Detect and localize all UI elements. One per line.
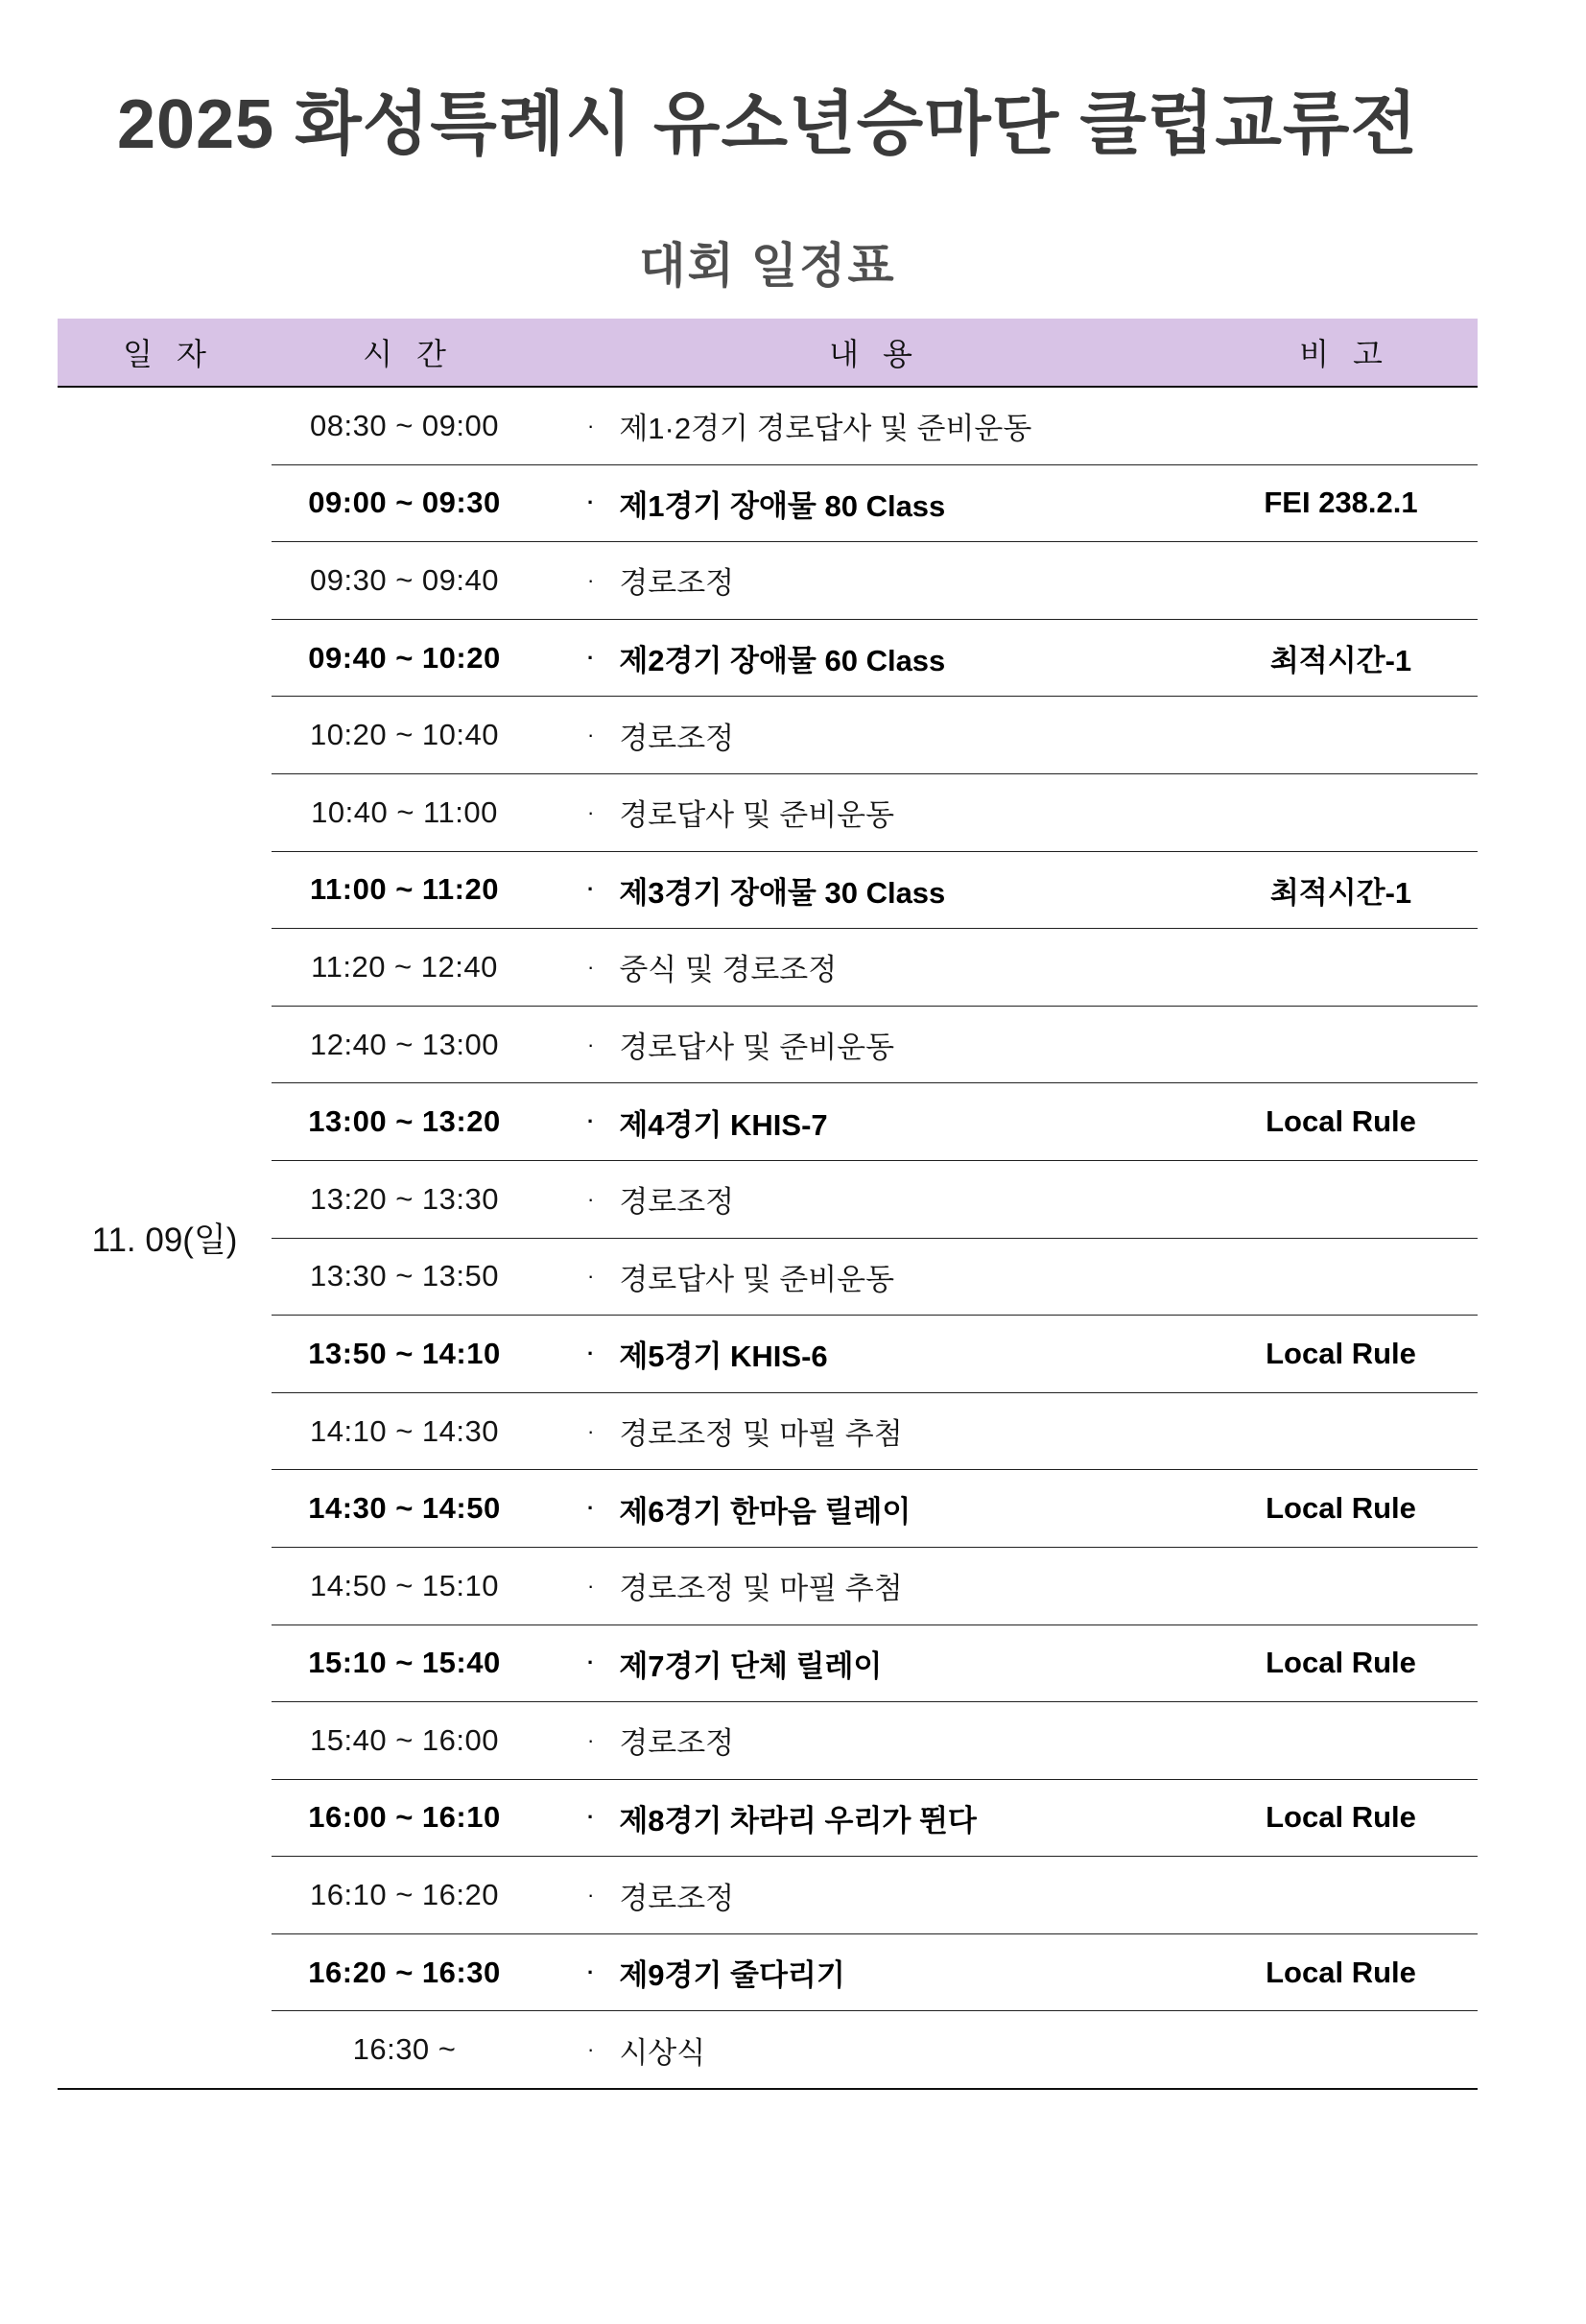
table-row: [272, 1083, 1478, 1161]
content-text: 경로조정 및 마필 추첨: [619, 1417, 903, 1452]
content-text: 제3경기 장애물 30 Class: [619, 875, 946, 910]
bullet-icon: ·: [587, 1264, 595, 1289]
table-row: [272, 1470, 1478, 1548]
time-cell: 14:10 ~ 14:30: [310, 1413, 499, 1448]
table-header-row: [58, 319, 1478, 388]
time-cell: 09:40 ~ 10:20: [308, 640, 501, 675]
remark-cell: Local Rule: [1266, 1800, 1416, 1835]
content-text: 제9경기 줄다리기: [619, 1958, 845, 1993]
content-cell: [537, 1564, 1204, 1607]
bullet-icon: ·: [587, 723, 595, 747]
time-cell: 13:00 ~ 13:20: [308, 1104, 501, 1139]
content-cell: [537, 714, 1204, 757]
table-row: [272, 2011, 1478, 2088]
content-text: 제1경기 장애물 80 Class: [619, 488, 946, 523]
remark-cell: Local Rule: [1266, 1646, 1416, 1680]
bullet-icon: ·: [587, 1727, 595, 1752]
remark-cell: 최적시간-1: [1269, 644, 1412, 678]
bullet-icon: ·: [587, 877, 595, 902]
header-date: 일 자: [123, 337, 206, 371]
bullet-icon: ·: [587, 1805, 595, 1830]
content-text: 중식 및 경로조정: [619, 953, 838, 987]
content-text: 경로조정: [619, 1881, 735, 1915]
table-row: [272, 388, 1478, 465]
table-row: [272, 1702, 1478, 1780]
bullet-icon: ·: [587, 1573, 595, 1598]
time-cell: 16:20 ~ 16:30: [308, 1955, 501, 1989]
remark-cell: Local Rule: [1266, 1955, 1416, 1989]
bullet-icon: ·: [587, 1109, 595, 1134]
bullet-icon: ·: [587, 490, 595, 515]
time-cell: 14:50 ~ 15:10: [310, 1568, 499, 1602]
content-text: 경로조정: [619, 566, 735, 601]
content-text: 경로조정: [619, 1185, 735, 1220]
content-text: 경로답사 및 준비운동: [619, 1262, 895, 1296]
content-text: 제8경기 차라리 우리가 뛴다: [619, 1803, 977, 1838]
document-page: [58, 82, 1478, 2090]
table-row: [272, 1625, 1478, 1703]
content-text: 제5경기 KHIS-6: [619, 1340, 828, 1374]
content-cell: [537, 404, 1204, 447]
content-cell: [537, 1101, 1204, 1144]
header-time: 시 간: [363, 337, 446, 371]
time-cell: 16:10 ~ 16:20: [310, 1878, 499, 1912]
bullet-icon: ·: [587, 1186, 595, 1211]
time-cell: 15:10 ~ 15:40: [308, 1646, 501, 1680]
bullet-icon: ·: [587, 1418, 595, 1443]
table-row: [272, 1239, 1478, 1316]
time-cell: 13:50 ~ 14:10: [308, 1336, 501, 1370]
content-text: 시상식: [619, 2035, 706, 2070]
bullet-icon: ·: [587, 413, 595, 438]
content-text: 경로조정 및 마필 추첨: [619, 1572, 903, 1606]
content-cell: [537, 1332, 1204, 1375]
content-cell: [537, 1023, 1204, 1066]
content-text: 제6경기 한마음 릴레이: [619, 1494, 911, 1529]
table-row: [272, 774, 1478, 852]
remark-cell: 최적시간-1: [1269, 875, 1412, 910]
remark-cell: Local Rule: [1266, 1491, 1416, 1526]
time-cell: 10:20 ~ 10:40: [310, 718, 499, 752]
bullet-icon: ·: [587, 1340, 595, 1365]
bullet-icon: ·: [587, 2037, 595, 2062]
content-text: 경로조정: [619, 721, 735, 755]
remark-cell: Local Rule: [1266, 1104, 1416, 1139]
time-cell: 16:00 ~ 16:10: [308, 1800, 501, 1835]
bullet-icon: ·: [587, 567, 595, 592]
bullet-icon: ·: [587, 954, 595, 979]
content-text: 경로답사 및 준비운동: [619, 798, 895, 833]
content-cell: [537, 1410, 1204, 1453]
bullet-icon: ·: [587, 645, 595, 670]
content-cell: [537, 2028, 1204, 2072]
time-cell: 13:30 ~ 13:50: [310, 1259, 499, 1293]
content-text: 제1·2경기 경로답사 및 준비운동: [619, 412, 1032, 446]
content-cell: [537, 791, 1204, 834]
content-cell: [537, 1487, 1204, 1530]
table-row: [272, 1934, 1478, 2012]
bullet-icon: ·: [587, 1650, 595, 1675]
content-cell: [537, 482, 1204, 525]
content-cell: [537, 558, 1204, 602]
table-row: [272, 852, 1478, 930]
content-cell: [537, 1642, 1204, 1685]
content-cell: [537, 636, 1204, 679]
time-cell: 10:40 ~ 11:00: [311, 794, 498, 829]
time-cell: 12:40 ~ 13:00: [310, 1027, 499, 1061]
date-cell: 11. 09(일): [91, 1221, 238, 1260]
page-subtitle: 대회 일정표: [639, 239, 896, 293]
time-cell: 15:40 ~ 16:00: [310, 1722, 499, 1757]
content-cell: [537, 1255, 1204, 1298]
table-row: [272, 929, 1478, 1007]
table-row: [272, 1780, 1478, 1858]
time-cell: 16:30 ~: [352, 2032, 457, 2067]
content-cell: [537, 1951, 1204, 1994]
content-cell: [537, 1796, 1204, 1839]
time-cell: 09:00 ~ 09:30: [308, 486, 501, 520]
table-row: [272, 1316, 1478, 1393]
header-content: 내 용: [829, 337, 912, 371]
content-cell: [537, 868, 1204, 912]
table-row: [272, 1161, 1478, 1239]
content-cell: [537, 1719, 1204, 1762]
content-cell: [537, 1874, 1204, 1917]
content-cell: [537, 1177, 1204, 1221]
bullet-icon: ·: [587, 1883, 595, 1908]
remark-cell: Local Rule: [1266, 1336, 1416, 1370]
schedule-table: [58, 319, 1478, 2090]
table-row: [272, 1548, 1478, 1625]
table-row: [272, 542, 1478, 620]
time-cell: 11:20 ~ 12:40: [311, 949, 498, 984]
time-cell: 14:30 ~ 14:50: [308, 1491, 501, 1526]
remark-cell: FEI 238.2.1: [1264, 486, 1418, 520]
table-row: [272, 620, 1478, 698]
content-text: 제4경기 KHIS-7: [619, 1107, 828, 1142]
table-row: [272, 1393, 1478, 1471]
page-title: 2025 화성특례시 유소년승마단 클럽교류전: [116, 86, 1419, 163]
content-text: 경로답사 및 준비운동: [619, 1031, 895, 1065]
time-cell: 13:20 ~ 13:30: [310, 1181, 499, 1216]
time-cell: 09:30 ~ 09:40: [310, 562, 499, 597]
time-cell: 08:30 ~ 09:00: [310, 408, 499, 442]
header-remark: 비 고: [1299, 337, 1383, 371]
table-row: [272, 465, 1478, 543]
table-row: [272, 1857, 1478, 1934]
bullet-icon: ·: [587, 799, 595, 824]
bullet-icon: ·: [587, 1496, 595, 1521]
content-cell: [537, 945, 1204, 988]
time-cell: 11:00 ~ 11:20: [310, 872, 499, 907]
content-text: 제7경기 단체 릴레이: [619, 1648, 883, 1683]
bullet-icon: ·: [587, 1959, 595, 1984]
schedule-rows: [272, 388, 1478, 2088]
bullet-icon: ·: [587, 1032, 595, 1056]
table-row: [272, 1007, 1478, 1084]
table-body: [58, 388, 1478, 2090]
content-text: 경로조정: [619, 1726, 735, 1761]
content-text: 제2경기 장애물 60 Class: [619, 644, 946, 678]
table-row: [272, 697, 1478, 774]
